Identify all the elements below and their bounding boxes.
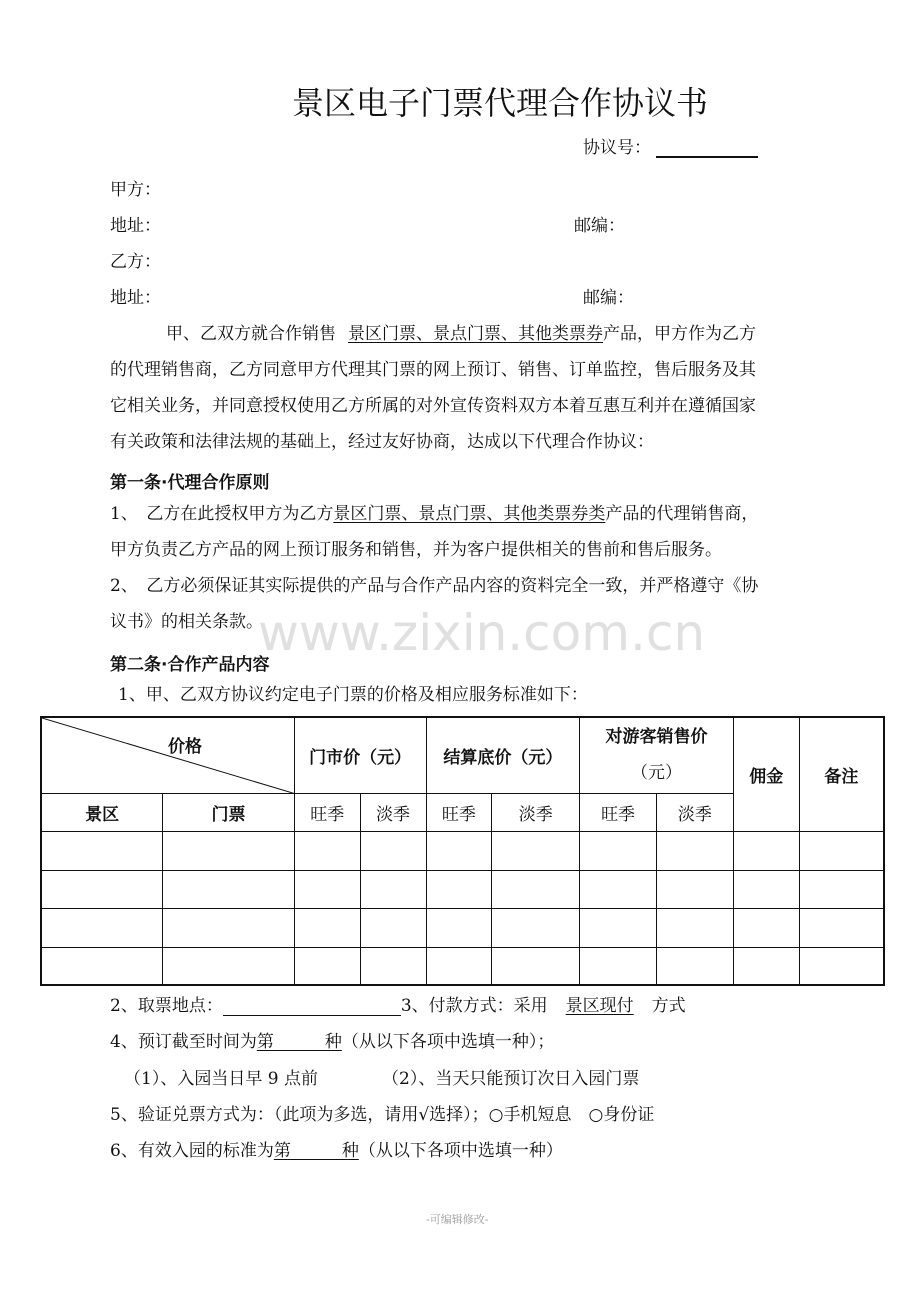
- valid-tail: （从以下各项中选填一种）: [358, 1141, 563, 1161]
- address-a-label: 地址：: [110, 216, 161, 236]
- table-cell[interactable]: [580, 870, 657, 908]
- address-b-label: 地址：: [110, 288, 161, 308]
- pickup-blank[interactable]: [223, 997, 401, 1016]
- article1-item1-tail: 产品的代理销售商，: [605, 504, 759, 524]
- table-cell[interactable]: [799, 870, 884, 908]
- table-cell[interactable]: [163, 908, 295, 947]
- header-sale-price-line2: （元）: [630, 763, 682, 784]
- verify-line: 5、验证兑票方式为：（此项为多选，请用√选择）；○手机短息 ○身份证: [110, 1105, 655, 1125]
- payment-value: 景区现付: [565, 996, 634, 1016]
- table-cell[interactable]: [360, 870, 426, 908]
- table-cell[interactable]: [163, 870, 295, 908]
- header-sale-price: [580, 717, 734, 793]
- intro-lead: 甲、乙双方就合作销售: [166, 324, 336, 344]
- deadline-value: 第 种: [256, 1032, 342, 1052]
- table-cell[interactable]: [426, 947, 492, 985]
- table-cell[interactable]: [656, 908, 733, 947]
- valid-line: [110, 1141, 563, 1161]
- article1-item2-line1: 2、 乙方必须保证其实际提供的产品与合作产品内容的资料完全一致，并严格遵守《协: [110, 576, 759, 596]
- table-cell[interactable]: [492, 831, 580, 870]
- table-cell[interactable]: [163, 947, 295, 985]
- table-cell[interactable]: [733, 870, 799, 908]
- article1-item1-lead: 1、 乙方在此授权甲方为乙方: [110, 504, 334, 524]
- intro-line-2: 的代理销售商，乙方同意甲方代理其门票的网上预订、销售、订单监控，售后服务及其: [110, 360, 756, 380]
- article1-item1-products: 景区门票、景点门票、其他类票券类: [333, 504, 606, 524]
- table-cell[interactable]: [294, 947, 360, 985]
- valid-lead: 6、有效入园的标准为: [110, 1141, 274, 1161]
- table-cell[interactable]: [799, 831, 884, 870]
- table-row: [41, 947, 884, 985]
- header-ticket: 门票: [163, 793, 295, 831]
- intro-rest: 产品，甲方作为乙方: [603, 324, 756, 344]
- price-table: [40, 716, 885, 986]
- table-cell[interactable]: [294, 908, 360, 947]
- postcode-b-label: 邮编：: [583, 288, 634, 308]
- table-cell[interactable]: [492, 908, 580, 947]
- table-cell[interactable]: [41, 908, 163, 947]
- payment-lead: 3、付款方式：采用: [400, 996, 548, 1016]
- article1-item1-line2: 甲方负责乙方产品的网上预订服务和销售，并为客户提供相关的售前和售后服务。: [110, 540, 722, 560]
- table-cell[interactable]: [294, 831, 360, 870]
- postcode-a-label: 邮编：: [574, 216, 625, 236]
- table-cell[interactable]: [492, 870, 580, 908]
- intro-line-3: 它相关业务，并同意授权使用乙方所属的对外宣传资料双方本着互惠互利并在遵循国家: [110, 396, 756, 416]
- table-cell[interactable]: [733, 908, 799, 947]
- header-commission: 佣金: [733, 717, 799, 831]
- party-b-label: 乙方：: [110, 252, 161, 272]
- header-market-offpeak: 淡季: [360, 793, 426, 831]
- diagonal-header-cell: [41, 717, 294, 793]
- table-row: [41, 831, 884, 870]
- deadline-tail: （从以下各项中选填一种）；: [341, 1032, 555, 1052]
- table-cell[interactable]: [656, 947, 733, 985]
- table-cell[interactable]: [799, 908, 884, 947]
- table-cell[interactable]: [656, 831, 733, 870]
- table-cell[interactable]: [360, 831, 426, 870]
- header-market-peak: 旺季: [294, 793, 360, 831]
- table-row: [41, 870, 884, 908]
- intro-line-4: 有关政策和法律法规的基础上，经过友好协商，达成以下代理合作协议：: [110, 432, 654, 452]
- article1-item2-line2: 议书》的相关条款。: [110, 612, 263, 632]
- header-price: 价格: [168, 737, 202, 757]
- table-cell[interactable]: [733, 947, 799, 985]
- table-cell[interactable]: [41, 831, 163, 870]
- party-a-label: 甲方：: [110, 180, 161, 200]
- header-sale-offpeak: 淡季: [656, 793, 733, 831]
- article1-item1-line1: [110, 496, 830, 532]
- deadline-option-1: （1）、入园当日早 9 点前: [124, 1069, 318, 1089]
- header-scenic: 景区: [41, 793, 163, 831]
- header-settle-price: 结算底价（元）: [426, 717, 580, 793]
- table-cell[interactable]: [41, 870, 163, 908]
- table-cell[interactable]: [580, 831, 657, 870]
- header-remark: 备注: [799, 717, 884, 831]
- header-sale-peak: 旺季: [580, 793, 657, 831]
- table-cell[interactable]: [799, 947, 884, 985]
- payment-tail: 方式: [651, 996, 686, 1016]
- article2-item1: 1、甲、乙双方协议约定电子门票的价格及相应服务标准如下：: [118, 685, 588, 705]
- table-cell[interactable]: [580, 908, 657, 947]
- header-settle-peak: 旺季: [426, 793, 492, 831]
- deadline-lead: 4、预订截至时间为: [110, 1032, 257, 1052]
- intro-line-1: [110, 316, 830, 352]
- deadline-line: [110, 1032, 554, 1052]
- table-cell[interactable]: [426, 870, 492, 908]
- article2-heading: 第二条·合作产品内容: [110, 655, 270, 675]
- agreement-no-label: 协议号：: [583, 138, 651, 158]
- table-cell[interactable]: [360, 908, 426, 947]
- table-cell[interactable]: [426, 908, 492, 947]
- article1-heading: 第一条·代理合作原则: [110, 473, 270, 493]
- table-cell[interactable]: [580, 947, 657, 985]
- pickup-line: [110, 996, 686, 1016]
- intro-paragraph: [110, 316, 830, 460]
- watermark: www.zixin.com.cn: [258, 604, 706, 662]
- valid-value: 第 种: [273, 1141, 359, 1161]
- deadline-option-2: （2）、当天只能预订次日入园门票: [382, 1069, 640, 1089]
- table-cell[interactable]: [360, 947, 426, 985]
- header-sale-price-line1: 对游客销售价: [605, 727, 708, 748]
- table-cell[interactable]: [492, 947, 580, 985]
- table-cell[interactable]: [733, 831, 799, 870]
- header-settle-offpeak: 淡季: [492, 793, 580, 831]
- footer-note: -可编辑修改-: [426, 1213, 489, 1226]
- table-cell[interactable]: [294, 870, 360, 908]
- agreement-no-blank: [656, 156, 758, 158]
- pickup-label: 2、取票地点：: [110, 996, 223, 1016]
- table-cell[interactable]: [426, 831, 492, 870]
- page-title: 景区电子门票代理合作协议书: [292, 84, 709, 122]
- intro-products: 景区门票、景点门票、其他类票券: [348, 324, 603, 344]
- header-market-price: 门市价（元）: [294, 717, 426, 793]
- table-cell[interactable]: [656, 870, 733, 908]
- table-cell[interactable]: [163, 831, 295, 870]
- table-cell[interactable]: [41, 947, 163, 985]
- table-row: [41, 908, 884, 947]
